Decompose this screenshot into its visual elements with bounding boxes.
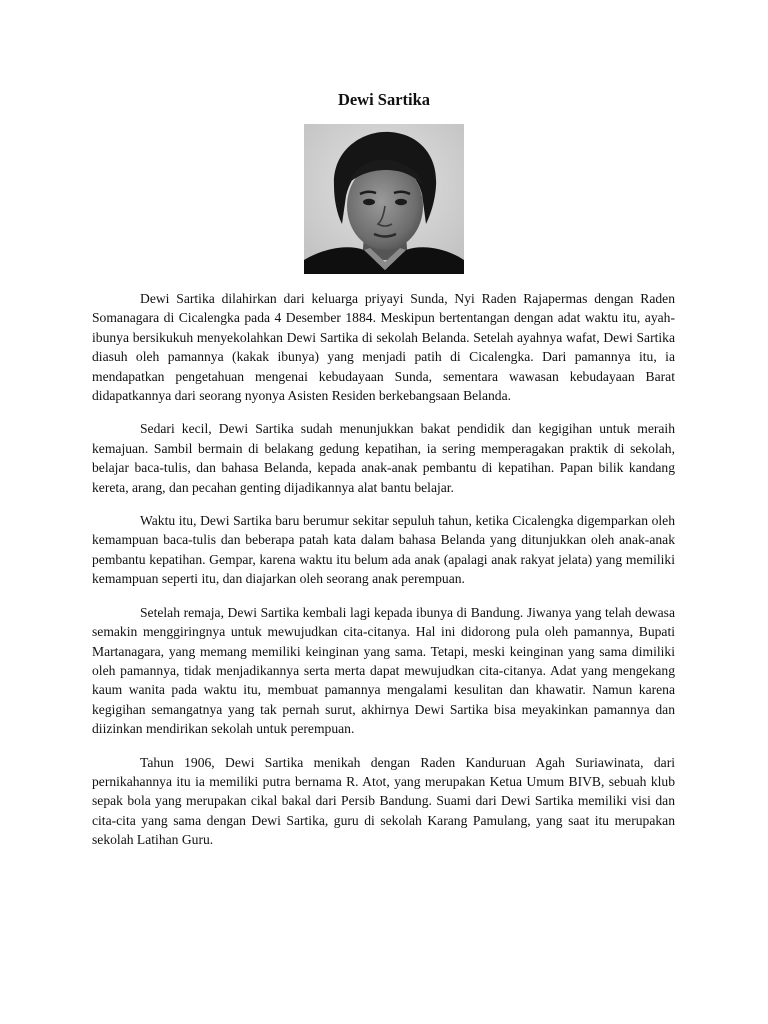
article-body xyxy=(92,289,675,864)
paragraph: Sedari kecil, Dewi Sartika sudah menunjukkan bakat pendidik dan kegigihan untuk meraih kemajuan. Sambil bermain di belakang gedung kepatihan, ia sering memperagakan praktik di sekolah, belajar baca-tulis, dan bahasa Belanda, kepada anak-anak pembantu di kepatihan. Papan bilik kandang kereta, arang, dan pecahan genting dijadikannya alat bantu belajar. xyxy=(92,421,675,495)
portrait-photo xyxy=(304,124,464,274)
paragraph: Dewi Sartika dilahirkan dari keluarga priyayi Sunda, Nyi Raden Rajapermas dengan Raden Somanagara di Cicalengka pada 4 Desember 1884. Meskipun bertentangan dengan adat waktu itu, ayah-ibunya bersikukuh menyekolahkan Dewi Sartika di sekolah Belanda. Setelah ayahnya wafat, Dewi Sartika diasuh oleh pamannya (kakak ibunya) yang menjadi patih di Cicalengka. Dari pamannya itu, ia mendapatkan pengetahuan mengenai kebudayaan Sunda, sementara wawasan kebudayaan Barat didapatkannya dari seorang nyonya Asisten Residen berkebangsaan Belanda. xyxy=(92,291,675,404)
paragraph: Waktu itu, Dewi Sartika baru berumur sekitar sepuluh tahun, ketika Cicalengka digemparkan oleh kemampuan baca-tulis dan beberapa patah kata dalam bahasa Belanda yang ditunjukkan oleh anak-anak pembantu kepatihan. Gempar, karena waktu itu belum ada anak (apalagi anak rakyat jelata) yang memiliki kemampuan seperti itu, dan diajarkan oleh seorang anak perempuan. xyxy=(92,513,675,587)
paragraph: Setelah remaja, Dewi Sartika kembali lagi kepada ibunya di Bandung. Jiwanya yang telah dewasa semakin menggiringnya untuk mewujudkan cita-citanya. Hal ini didorong pula oleh pamannya, Bupati Martanagara, yang memang memiliki keinginan yang sama. Tetapi, meski keinginan yang sama dimiliki oleh pamannya, tidak menjadikannya serta merta dapat mewujudkan cita-citanya. Adat yang mengekang kaum wanita pada waktu itu, membuat pamannya mengalami kesulitan dan khawatir. Namun karena kegigihan semangatnya yang tak pernah surut, akhirnya Dewi Sartika bisa meyakinkan pamannya dan diizinkan mendirikan sekolah untuk perempuan. xyxy=(92,604,675,737)
paragraph: Tahun 1906, Dewi Sartika menikah dengan Raden Kanduruan Agah Suriawinata, dari pernikahannya itu ia memiliki putra bernama R. Atot, yang merupakan Ketua Umum BIVB, sebuah klub sepak bola yang merupakan cikal bakal dari Persib Bandung. Suami dari Dewi Sartika memiliki visi dan cita-cita yang sama dengan Dewi Sartika, guru di sekolah Karang Pamulang, yang saat itu merupakan sekolah Latihan Guru. xyxy=(92,754,675,848)
document-title: Dewi Sartika xyxy=(337,90,431,109)
